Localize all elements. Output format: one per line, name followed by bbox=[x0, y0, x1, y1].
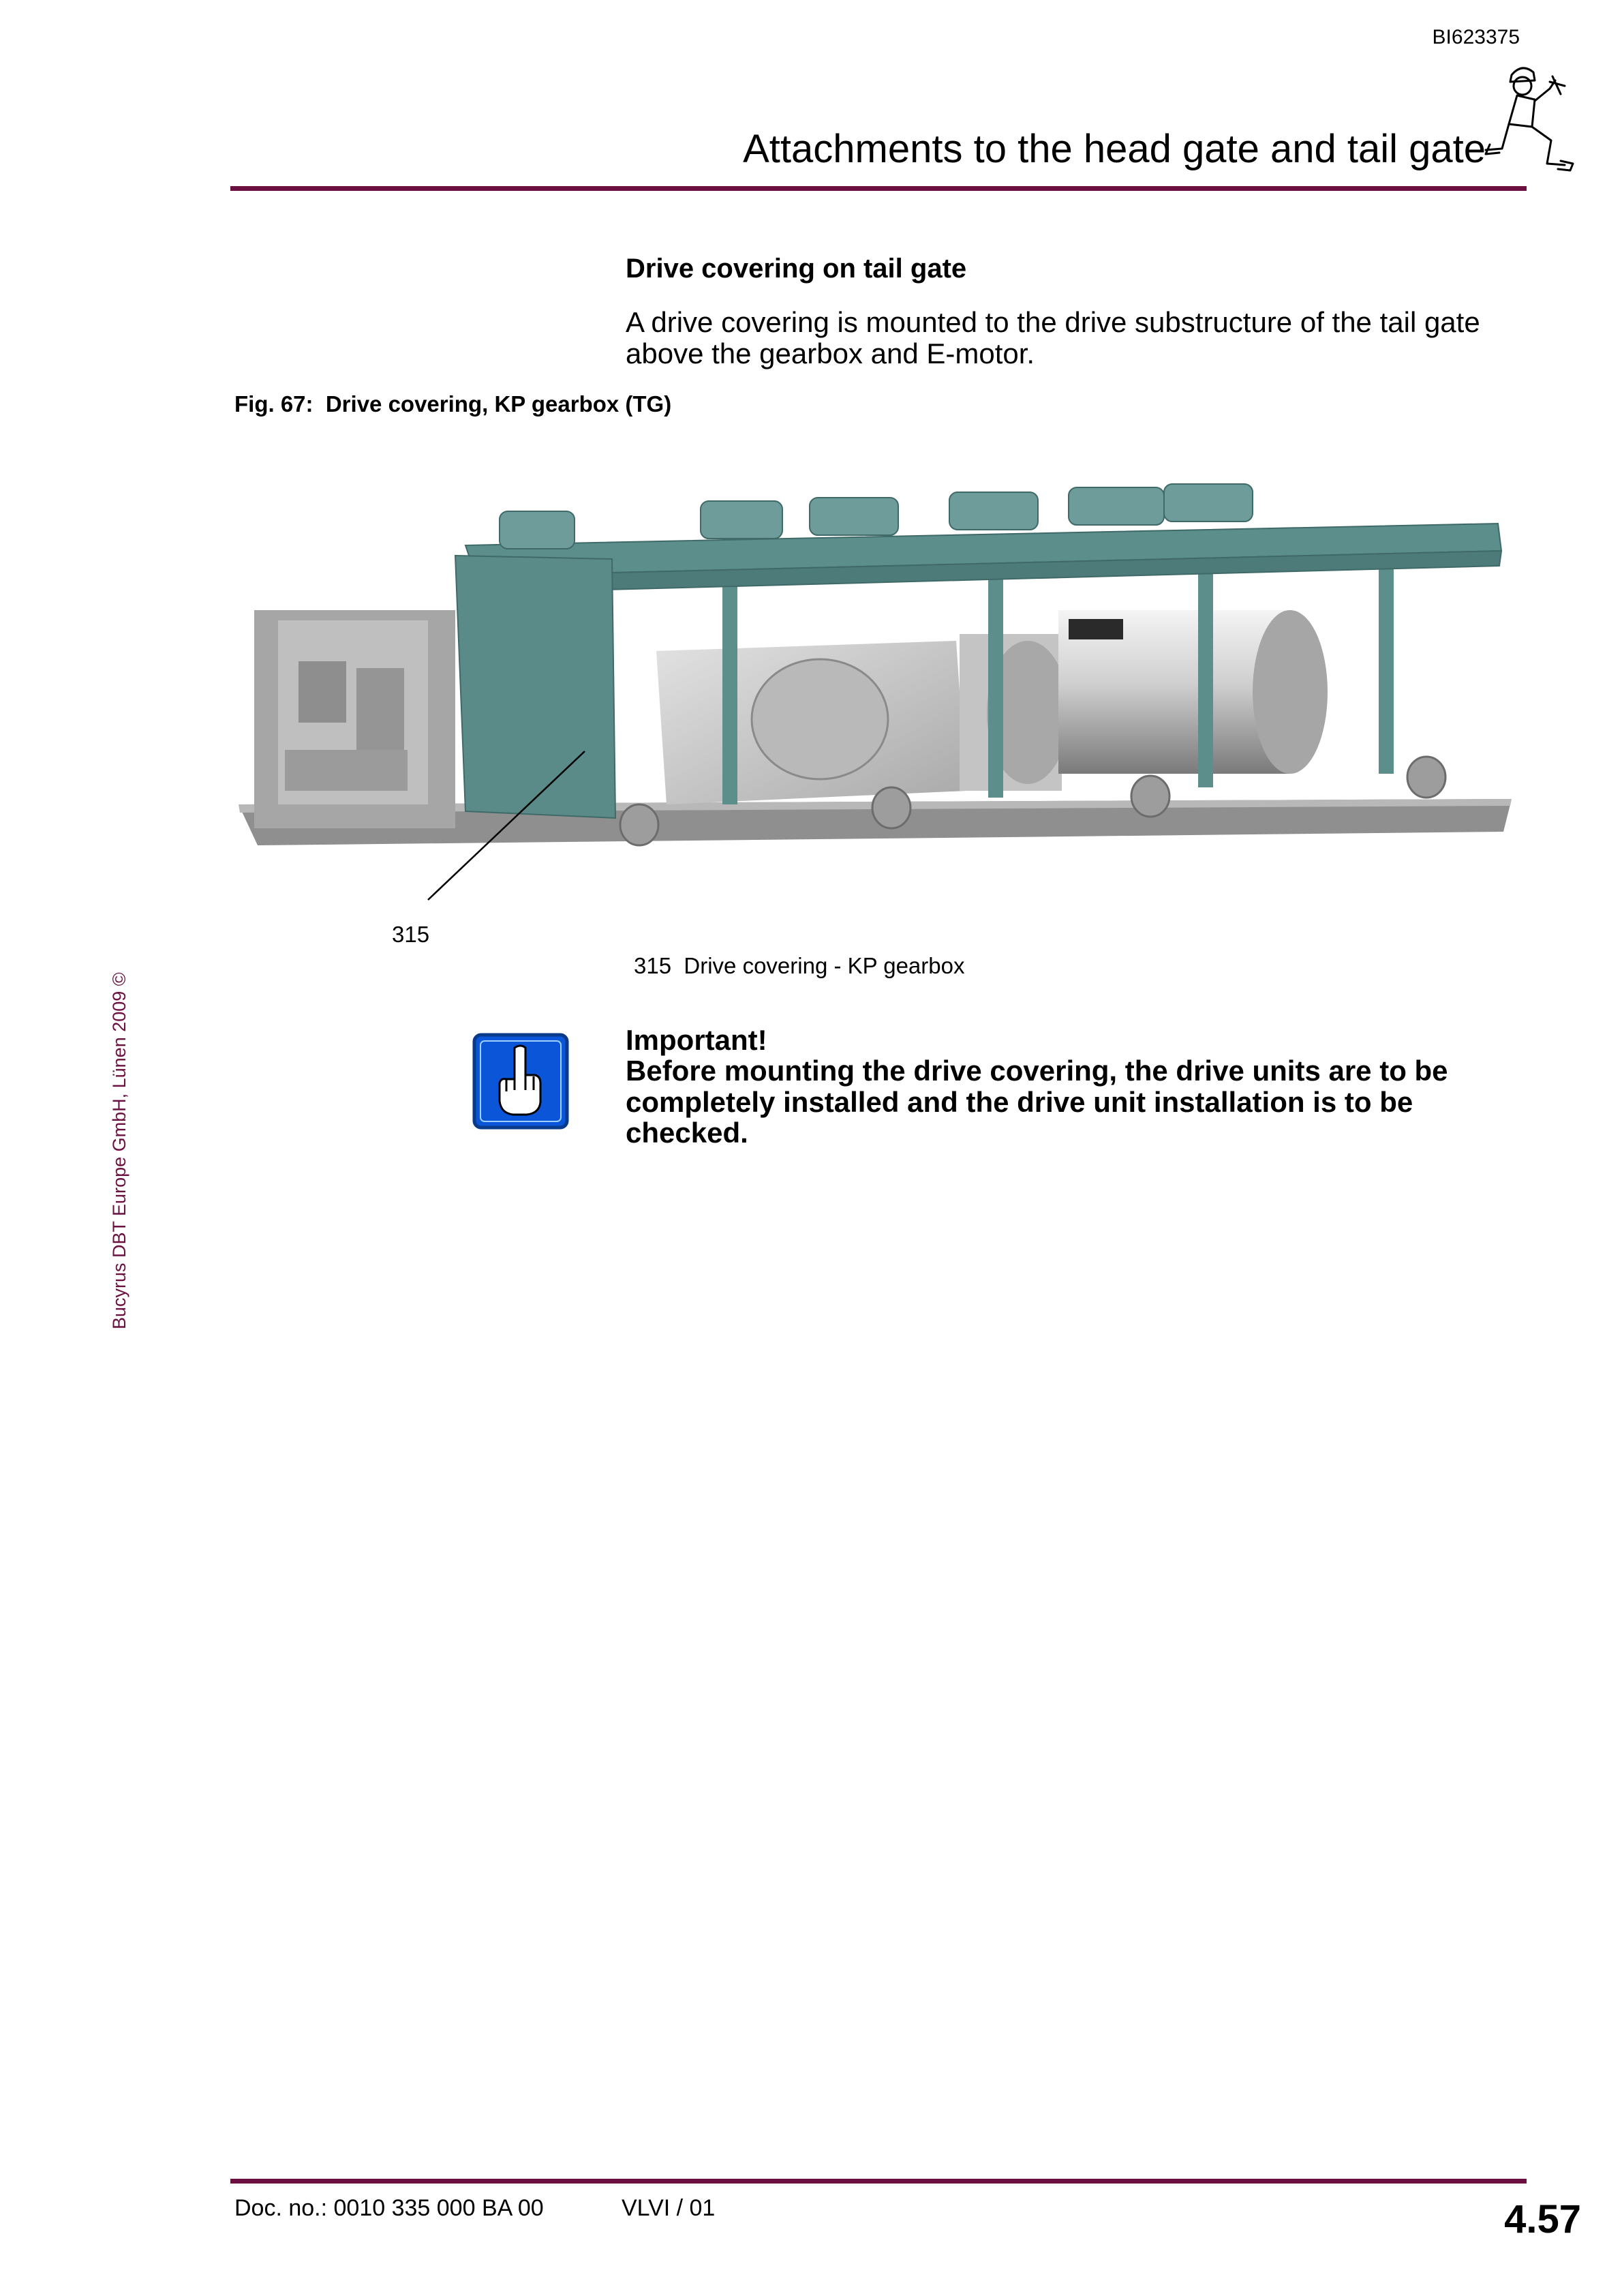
drive-covering-illustration bbox=[230, 436, 1525, 982]
important-notice-text: Before mounting the drive covering, the drive units are to be completely installed and the drive unit installation is to be checked. bbox=[626, 1055, 1448, 1149]
page-number: 4.57 bbox=[1504, 2197, 1581, 2241]
section-body-text: A drive covering is mounted to the drive substructure of the tail gate above the gearbox and E-motor. bbox=[626, 306, 1480, 370]
important-notice-title: Important! bbox=[626, 1024, 767, 1056]
footer-document-number: Doc. no.: 0010 335 000 BA 00 bbox=[234, 2195, 544, 2221]
footer-rule bbox=[230, 2179, 1527, 2184]
header-rule bbox=[230, 186, 1527, 191]
figure-legend: 315 Drive covering - KP gearbox bbox=[634, 953, 965, 978]
e-motor bbox=[1058, 610, 1328, 774]
worker-kneeling-icon bbox=[1484, 61, 1587, 187]
figure-caption: Fig. 67: Drive covering, KP gearbox (TG) bbox=[234, 391, 672, 417]
important-notice bbox=[626, 1025, 1539, 1148]
pointing-finger-icon bbox=[472, 1033, 569, 1130]
callout-number: 315 bbox=[392, 922, 430, 947]
document-id: BI623375 bbox=[1432, 26, 1520, 48]
page-header-title: Attachments to the head gate and tail gate bbox=[743, 127, 1486, 171]
section-heading: Drive covering on tail gate bbox=[626, 254, 967, 284]
gearbox-housing bbox=[656, 634, 1069, 804]
left-gearbox-frame bbox=[254, 610, 455, 828]
footer-version: VLVI / 01 bbox=[622, 2195, 716, 2221]
copyright-notice: Bucyrus DBT Europe GmbH, Lünen 2009 © bbox=[109, 972, 129, 1329]
